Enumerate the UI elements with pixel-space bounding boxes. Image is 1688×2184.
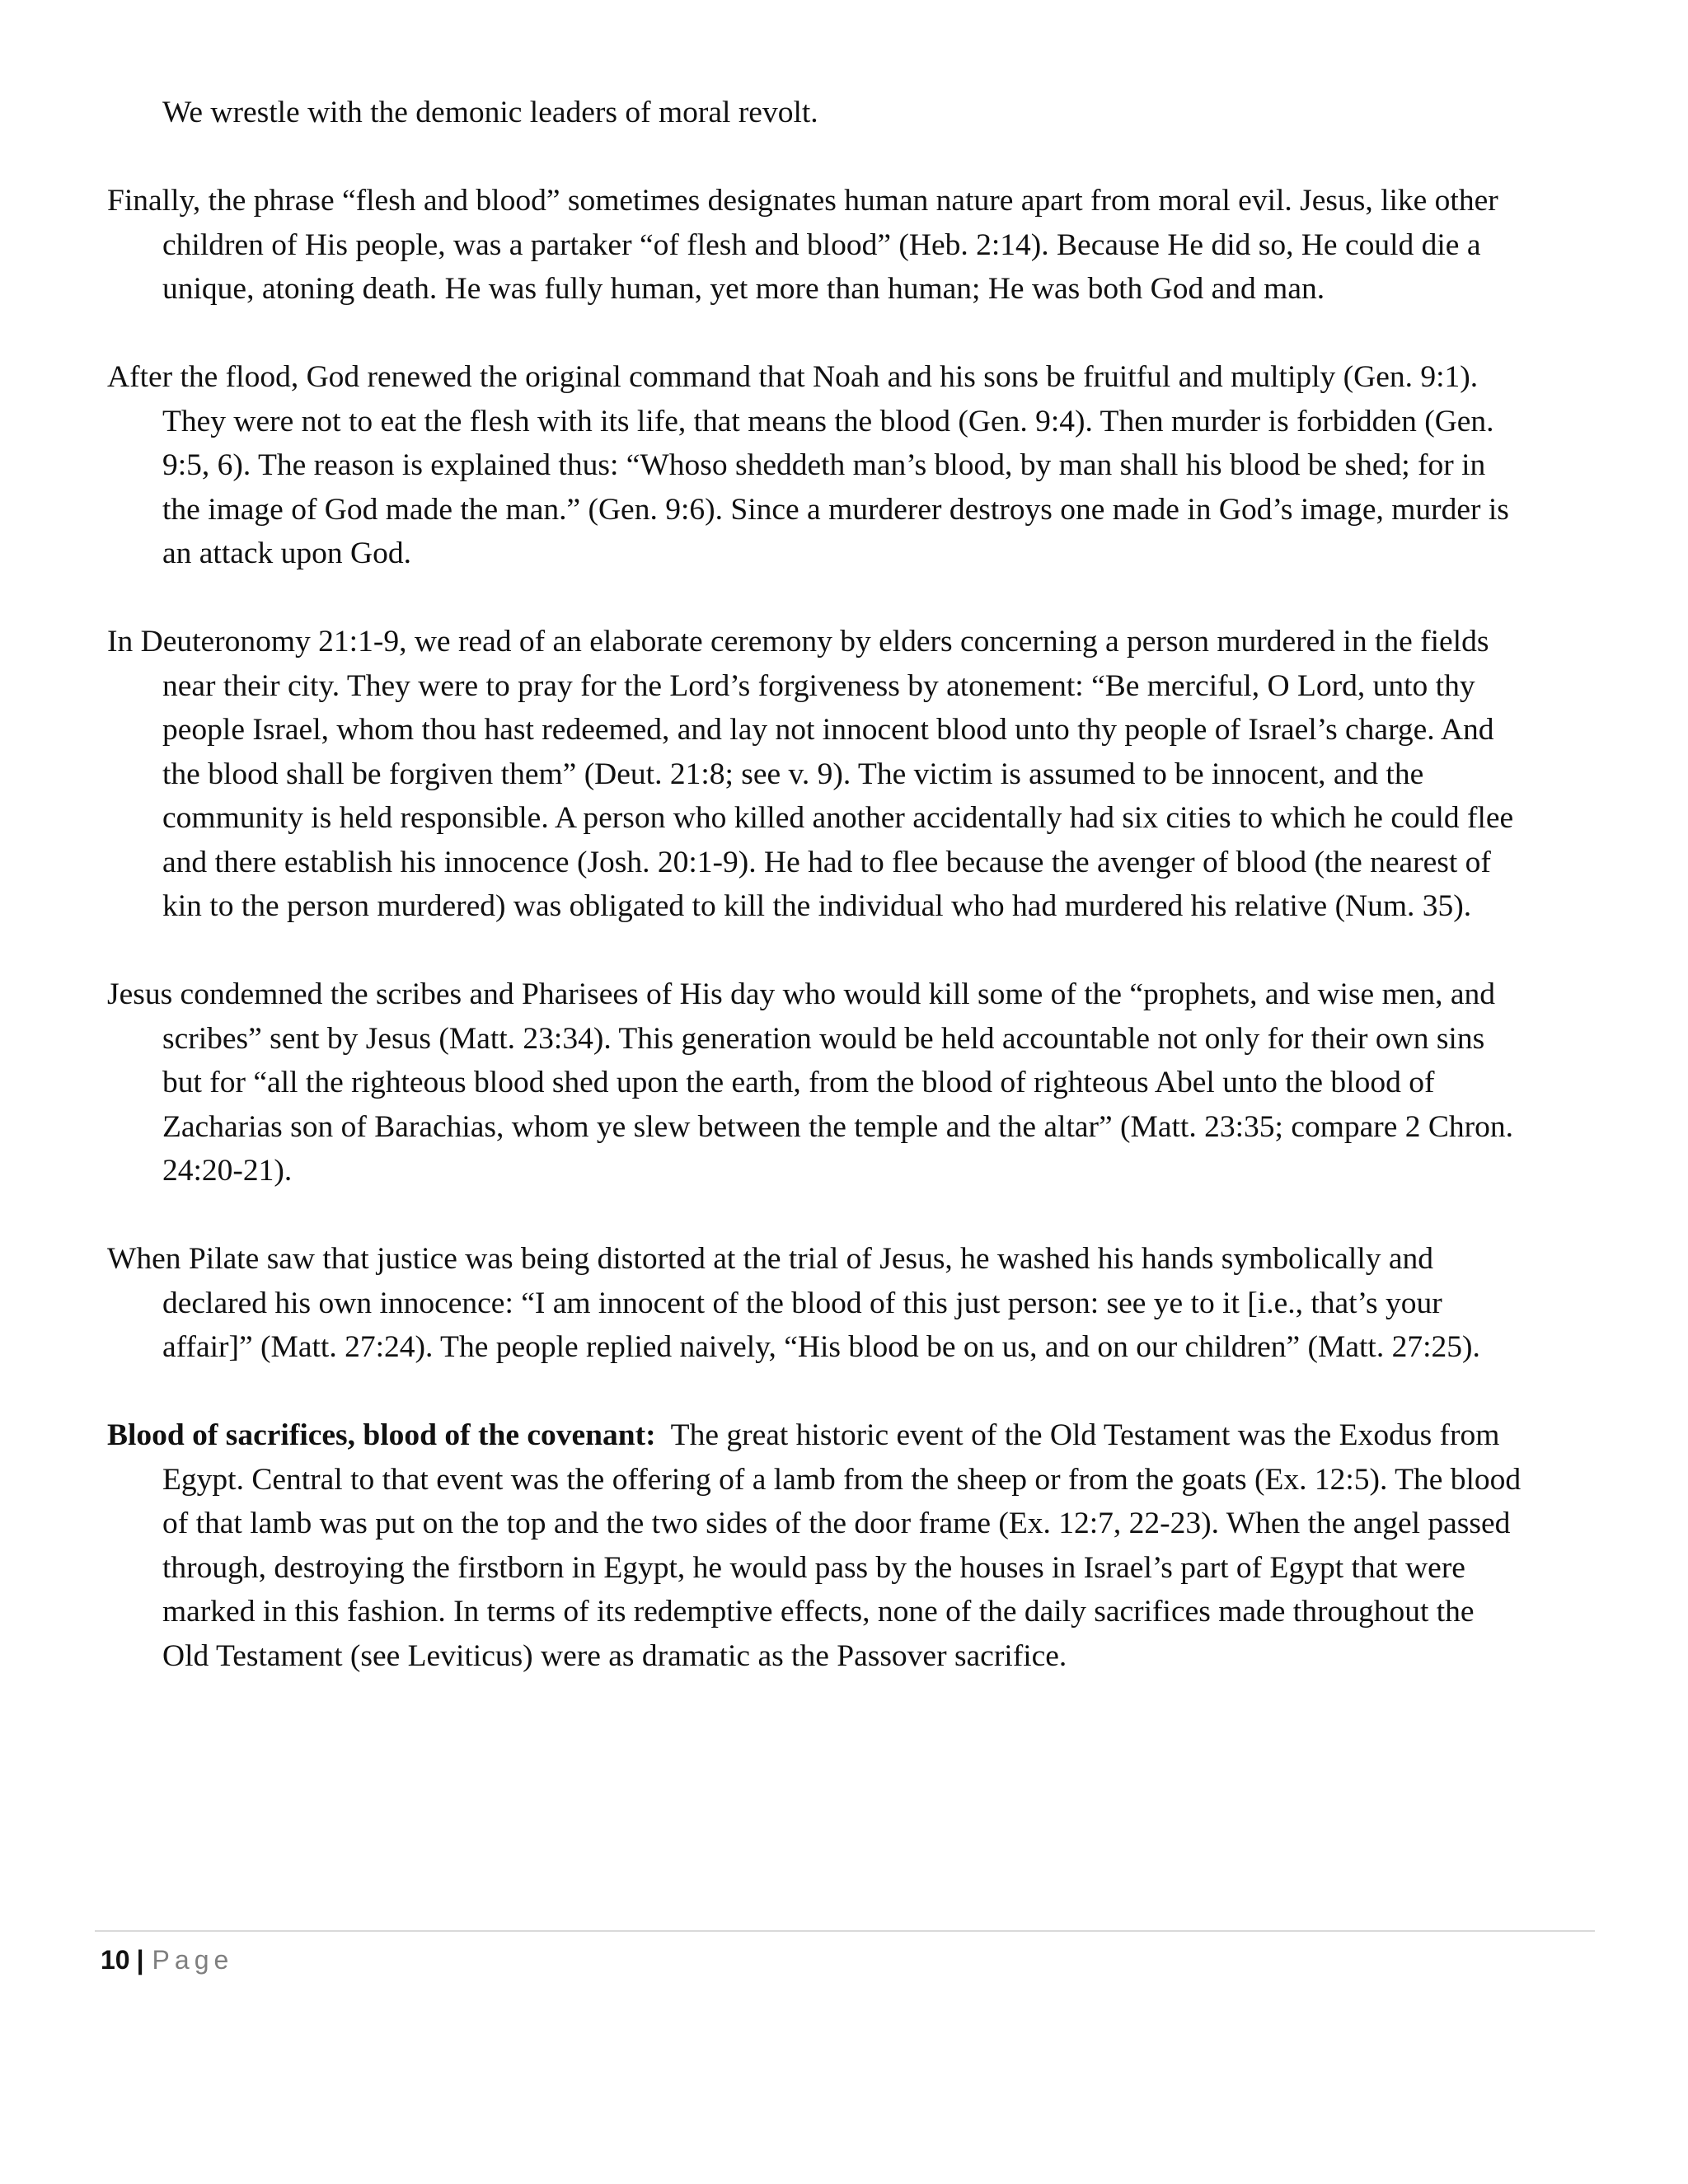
paragraph-flesh-and-blood: Finally, the phrase “flesh and blood” sometimes designates human nature apart from moral evil. Jesus, like other children of His people, was a partaker “of flesh and blood” (Heb. 2:14). Because He did so, He could die a unique, atoning death. He was fully human, yet more than human; He was both God and man.: [107, 184, 1498, 306]
page-label: Page: [152, 1945, 234, 1975]
paragraph-blood-of-sacrifices: [107, 1413, 1525, 1678]
paragraph-after-the-flood: After the flood, God renewed the original command that Noah and his sons be fruitful and multiply (Gen. 9:1). They were not to eat the flesh with its life, that means the blood (Gen. 9:4). Then murder is forbidden (Gen. 9:5, 6). The reason is explained thus: “Whoso sheddeth man’s blood, by man shall his blood be shed; for in the image of God made the man.” (Gen. 9:6). Since a murderer destroys one made in God’s image, murder is an attack upon God.: [107, 360, 1509, 570]
paragraph-deuteronomy: In Deuteronomy 21:1-9, we read of an elaborate ceremony by elders concerning a person murdered in the fields near their city. They were to pray for the Lord’s forgiveness by atonement: “Be merciful, O Lord, unto thy people Israel, whom thou hast redeemed, and lay not innocent blood unto thy people of Israel’s charge. And the blood shall be forgiven them” (Deut. 21:8; see v. 9). The victim is assumed to be innocent, and the community is held responsible. A person who killed another accidentally had six cities to which he could flee and there establish his innocence (Josh. 20:1-9). He had to flee because the avenger of blood (the nearest of kin to the person murdered) was obligated to kill the individual who had murdered his relative (Num. 35).: [107, 625, 1514, 923]
document-body: [107, 91, 1525, 1678]
section-heading-blood-of-sacrifices: Blood of sacrifices, blood of the covenant:: [107, 1418, 656, 1452]
page-number: 10: [101, 1945, 130, 1975]
footer-divider: [95, 1930, 1595, 1932]
paragraph-pilate: When Pilate saw that justice was being distorted at the trial of Jesus, he washed his hands symbolically and declared his own innocence: “I am innocent of the blood of this just person: see ye to it [i.e., that’s your affair]” (Matt. 27:24). The people replied naively, “His blood be on us, and on our children” (Matt. 27:25).: [107, 1242, 1480, 1364]
paragraph-moral-revolt: We wrestle with the demonic leaders of moral revolt.: [162, 96, 818, 129]
paragraph-blood-of-sacrifices-text: The great historic event of the Old Testament was the Exodus from Egypt. Central to that event was the offering of a lamb from the sheep or from the goats (Ex. 12:5). The blood of that lamb was put on the top and the two sides of the door frame (Ex. 12:7, 22-23). When the angel passed through, destroying the firstborn in Egypt, he would pass by the houses in Israel’s part of Egypt that were marked in this fashion. In terms of its redemptive effects, none of the daily sacrifices made throughout the Old Testament (see Leviticus) were as dramatic as the Passover sacrifice.: [162, 1418, 1522, 1673]
page-footer: [101, 1943, 233, 1976]
paragraph-scribes-and-pharisees: Jesus condemned the scribes and Pharisees of His day who would kill some of the “prophets, and wise men, and scribes” sent by Jesus (Matt. 23:34). This generation would be held accountable not only for their own sins but for “all the righteous blood shed upon the earth, from the blood of righteous Abel unto the blood of Zacharias son of Barachias, whom ye slew between the temple and the altar” (Matt. 23:35; compare 2 Chron. 24:20-21).: [107, 977, 1514, 1188]
footer-separator: |: [136, 1945, 144, 1975]
